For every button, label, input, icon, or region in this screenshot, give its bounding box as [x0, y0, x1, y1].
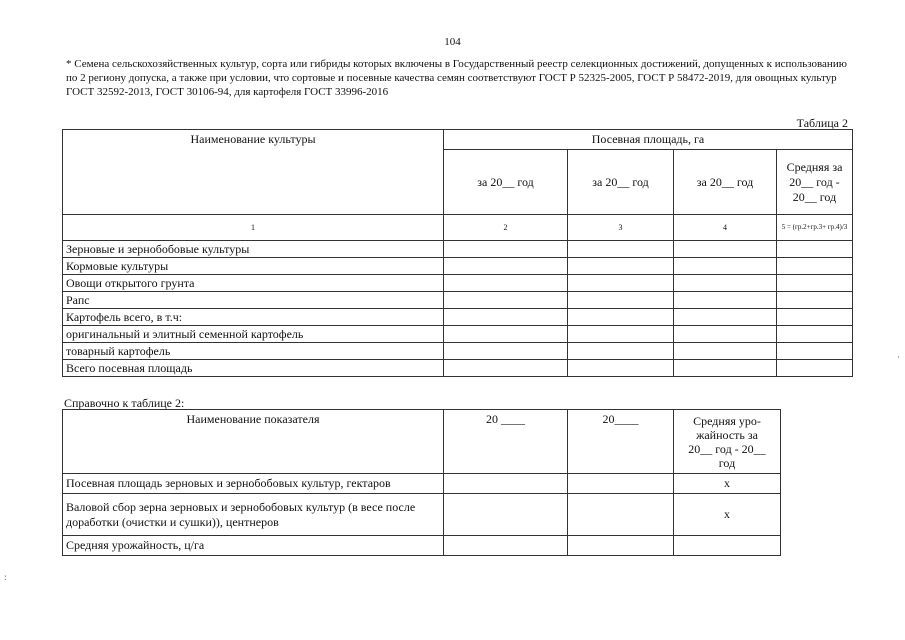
row-label: Рапс [63, 292, 444, 309]
table-row [63, 360, 853, 377]
column-number: 3 [568, 215, 674, 241]
data-cell[interactable] [444, 494, 568, 536]
data-cell[interactable] [777, 309, 853, 326]
table-2 [62, 129, 853, 377]
data-cell[interactable] [777, 360, 853, 377]
column-number: 5 = (гр.2+гр.3+ гр.4)/3 [777, 215, 853, 241]
page-number: 104 [444, 36, 461, 48]
table-row [63, 258, 853, 275]
table-row [63, 292, 853, 309]
data-cell[interactable] [777, 258, 853, 275]
table-row [63, 326, 853, 343]
data-cell[interactable] [444, 292, 568, 309]
row-label: товарный картофель [63, 343, 444, 360]
table-row [63, 536, 781, 556]
data-cell[interactable] [674, 360, 777, 377]
scan-edge-mark: · [897, 352, 900, 362]
data-cell[interactable] [568, 474, 674, 494]
column-number: 4 [674, 215, 777, 241]
data-cell[interactable] [444, 241, 568, 258]
data-cell[interactable] [444, 536, 568, 556]
data-cell[interactable] [777, 343, 853, 360]
data-cell[interactable] [444, 360, 568, 377]
row-label: Кормовые культуры [63, 258, 444, 275]
data-cell[interactable] [444, 474, 568, 494]
table-row [63, 275, 853, 292]
data-cell[interactable] [444, 326, 568, 343]
row-label: Зерновые и зернобобовые культуры [63, 241, 444, 258]
header-year-1: за 20__ год [444, 150, 568, 215]
row-label: Средняя урожайность, ц/га [63, 536, 444, 556]
column-number: 1 [63, 215, 444, 241]
data-cell[interactable] [674, 292, 777, 309]
header-crop-name: Наименование культуры [63, 130, 444, 215]
data-cell[interactable] [777, 275, 853, 292]
table-row [63, 343, 853, 360]
header-year-2: за 20__ год [568, 150, 674, 215]
header-average-yield [674, 410, 781, 474]
table-row [63, 309, 853, 326]
data-cell[interactable] [444, 275, 568, 292]
table-row [63, 474, 781, 494]
header-average [777, 150, 853, 215]
scan-edge-mark: : [4, 572, 7, 582]
data-cell[interactable] [674, 275, 777, 292]
row-label: Посевная площадь зерновых и зернобобовых культур, гектаров [63, 474, 444, 494]
header-indicator-name: Наименование показателя [63, 410, 444, 474]
header-average-line: 20__ год - [789, 174, 840, 189]
header-average-line: Средняя уро- [693, 413, 761, 428]
data-cell[interactable] [777, 326, 853, 343]
header-average-line: 20__ год - 20__ [688, 441, 766, 456]
data-cell[interactable] [777, 292, 853, 309]
table-row [63, 241, 853, 258]
data-cell[interactable] [674, 241, 777, 258]
header-year-2: 20____ [568, 410, 674, 474]
header-sown-area: Посевная площадь, га [444, 130, 853, 150]
row-label: Картофель всего, в т.ч: [63, 309, 444, 326]
table-row [63, 494, 781, 536]
data-cell[interactable] [568, 343, 674, 360]
row-label: Валовой сбор зерна зерновых и зернобобовых культур (в весе после доработки (очистки и сушки)), центнеров [63, 494, 444, 536]
header-year-3: за 20__ год [674, 150, 777, 215]
header-average-line: жайность за [696, 427, 758, 442]
row-label: Всего посевная площадь [63, 360, 444, 377]
footnote: * Семена сельскохозяйственных культур, сорта или гибриды которых включены в Государственный реестр селекционных достижений, допущенных к использованию по 2 региону допуска, а также при условии, что сортовые и посевные качества семян соответствуют ГОСТ Р 52325-2005, ГОСТ Р 58472-2019, для овощных культур ГОСТ 32592-2013, ГОСТ 30106-94, для картофеля ГОСТ 33996-2016 [66, 58, 847, 98]
header-average-line: год [718, 455, 736, 470]
data-cell[interactable] [568, 326, 674, 343]
data-cell[interactable] [568, 258, 674, 275]
data-cell[interactable] [674, 258, 777, 275]
data-cell[interactable] [568, 360, 674, 377]
data-cell[interactable] [568, 292, 674, 309]
row-label: Овощи открытого грунта [63, 275, 444, 292]
data-cell[interactable] [568, 494, 674, 536]
data-cell[interactable] [777, 241, 853, 258]
column-number: 2 [444, 215, 568, 241]
data-cell[interactable] [444, 343, 568, 360]
not-applicable-mark: х [674, 494, 781, 536]
header-average-line: 20__ год [792, 189, 837, 204]
data-cell[interactable] [674, 536, 781, 556]
data-cell[interactable] [568, 241, 674, 258]
data-cell[interactable] [674, 343, 777, 360]
reference-table [62, 409, 781, 556]
data-cell[interactable] [674, 326, 777, 343]
data-cell[interactable] [568, 536, 674, 556]
row-label: оригинальный и элитный семенной картофель [63, 326, 444, 343]
data-cell[interactable] [444, 258, 568, 275]
reference-caption: Справочно к таблице 2: [64, 396, 185, 410]
data-cell[interactable] [674, 309, 777, 326]
data-cell[interactable] [568, 275, 674, 292]
table2-caption: Таблица 2 [796, 116, 848, 130]
data-cell[interactable] [444, 309, 568, 326]
not-applicable-mark: х [674, 474, 781, 494]
header-year-1: 20 ____ [444, 410, 568, 474]
data-cell[interactable] [568, 309, 674, 326]
header-average-line: Средняя за [786, 159, 843, 174]
